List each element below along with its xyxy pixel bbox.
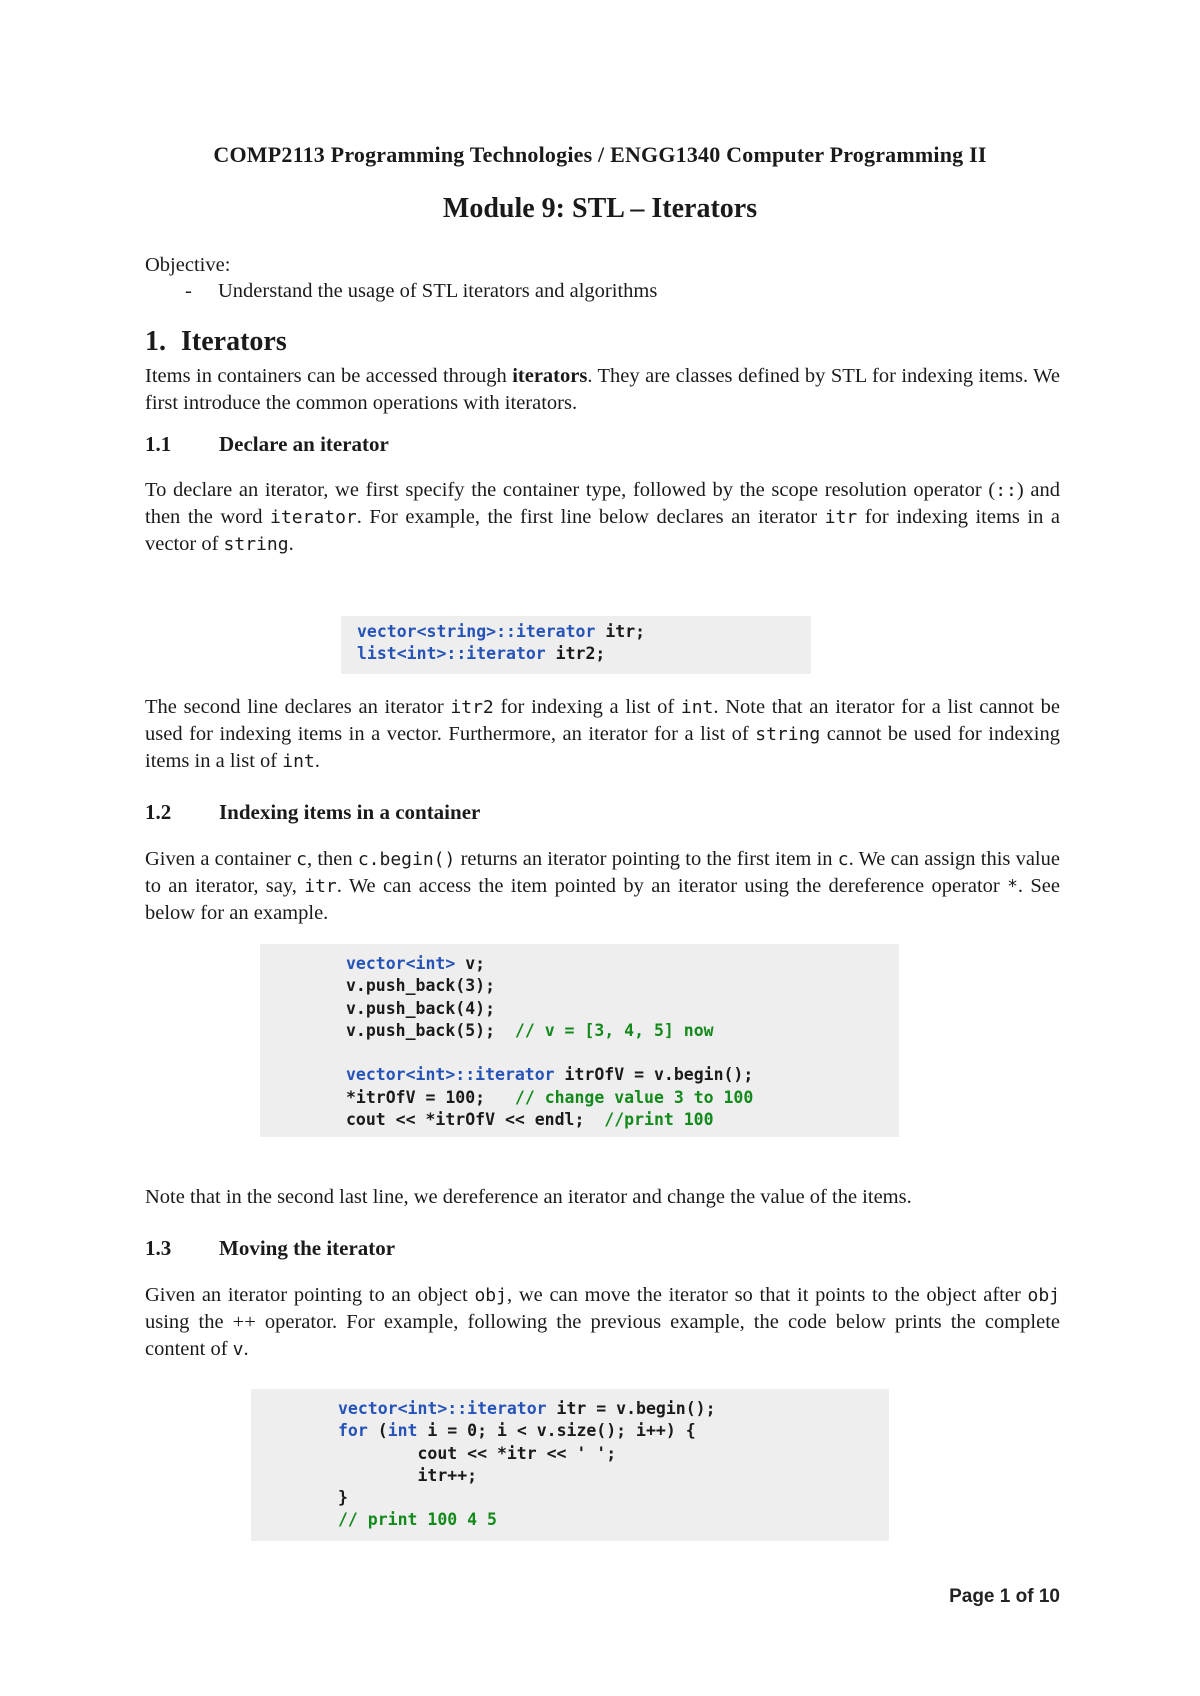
code-text: } bbox=[338, 1488, 348, 1508]
page-footer bbox=[940, 1586, 1060, 1608]
code-text: itr = v.begin(); bbox=[546, 1399, 716, 1418]
code-text: i = 0; i < v.size(); i++) { bbox=[417, 1421, 696, 1441]
inline-code: itr bbox=[824, 507, 858, 528]
section-number: 1. bbox=[145, 326, 166, 357]
inline-code: c bbox=[837, 849, 849, 870]
code-comment: //print 100 bbox=[604, 1110, 714, 1130]
code-text: itrOfV = v.begin(); bbox=[554, 1065, 754, 1085]
inline-code: string bbox=[223, 534, 289, 555]
code-type: vector<int>::iterator bbox=[346, 1065, 555, 1085]
subsection-heading-1-3 bbox=[145, 1236, 395, 1261]
inline-code: * bbox=[1007, 876, 1018, 897]
section-heading-1 bbox=[145, 326, 287, 358]
page-number: 1 bbox=[999, 1586, 1011, 1607]
moving-paragraph: Given an iterator pointing to an object obj, we can move the iterator so that it points to the object after obj using the ++ operator. For example, following the previous example, the code below prints the complete content of v. bbox=[145, 1284, 1061, 1360]
code-comment: // change value 3 to 100 bbox=[514, 1087, 754, 1107]
code-text: v.push_back(3); bbox=[346, 976, 496, 996]
code-text: itr++; bbox=[338, 1465, 478, 1485]
subsection-heading-1-2 bbox=[145, 800, 480, 825]
code-block-declare bbox=[341, 616, 811, 674]
intro-paragraph: Items in containers can be accessed through iterators. They are classes defined by STL for indexing items. We first introduce the common operations with iterators. bbox=[145, 365, 1060, 414]
page-word: Page bbox=[949, 1586, 995, 1607]
bullet-dash: - bbox=[185, 280, 192, 302]
code-type: vector<int> bbox=[346, 954, 456, 973]
code-comment: // print 100 4 5 bbox=[338, 1510, 497, 1530]
code-block-moving bbox=[251, 1389, 889, 1541]
code-text: ( bbox=[367, 1421, 388, 1441]
inline-code: string bbox=[755, 724, 821, 745]
subsection-number: 1.1 bbox=[145, 432, 172, 456]
of-word: of bbox=[1015, 1586, 1034, 1607]
objective-item bbox=[145, 278, 657, 305]
code-keyword: int bbox=[387, 1421, 418, 1441]
inline-code: int bbox=[282, 751, 315, 772]
code-comment: // v = [3, 4, 5] now bbox=[514, 1020, 714, 1040]
second-line-paragraph: The second line declares an iterator itr2 for indexing a list of int. Note that an iterator for a list cannot be used for indexing items in a vector. Furthermore, an iterator for a list of string cannot be used for indexing items in a list of int. bbox=[145, 696, 1061, 772]
subsection-title: Moving the iterator bbox=[219, 1236, 396, 1260]
inline-code: c.begin() bbox=[357, 849, 456, 870]
code-text: *itrOfV = 100; bbox=[346, 1087, 515, 1107]
subsection-title: Indexing items in a container bbox=[219, 800, 481, 824]
subsection-number: 1.2 bbox=[145, 800, 172, 824]
subsection-number: 1.3 bbox=[145, 1236, 172, 1260]
inline-code: int bbox=[680, 697, 714, 718]
declare-paragraph: To declare an iterator, we first specify the container type, followed by the scope resolution operator (::) and then the word iterator. For example, the first line below declares an iterator itr for indexing items in a vector of string. bbox=[145, 479, 1060, 555]
code-type: vector<int>::iterator bbox=[338, 1399, 547, 1418]
objective-text: Understand the usage of STL iterators and algorithms bbox=[218, 280, 658, 302]
subsection-title: Declare an iterator bbox=[219, 432, 389, 456]
inline-code: obj bbox=[1027, 1285, 1061, 1306]
indexing-paragraph: Given a container c, then c.begin() returns an iterator pointing to the first item in c. We can assign this value to an iterator, say, itr. We can access the item pointed by an iterator using the dereference operator *. See below for an example. bbox=[145, 848, 1060, 924]
code-text: itr2; bbox=[545, 644, 606, 664]
inline-code: c bbox=[296, 849, 307, 870]
bold-term: iterators bbox=[512, 365, 588, 387]
course-title: COMP2113 Programming Technologies / ENGG1340 Computer Programming II bbox=[213, 142, 987, 167]
page-total: 10 bbox=[1038, 1586, 1060, 1607]
inline-code: v bbox=[232, 1339, 244, 1360]
code-text: v.push_back(4); bbox=[346, 998, 496, 1018]
inline-code: obj bbox=[474, 1285, 507, 1306]
code-text: v.push_back(5); bbox=[346, 1020, 515, 1040]
inline-code: itr2 bbox=[450, 697, 494, 718]
code-text: cout << *itr << ' '; bbox=[338, 1443, 617, 1463]
note-paragraph: Note that in the second last line, we dereference an iterator and change the value of the items. bbox=[145, 1186, 912, 1208]
inline-code: itr bbox=[304, 876, 337, 897]
code-text: itr; bbox=[595, 622, 646, 641]
inline-code: :: bbox=[995, 480, 1017, 501]
module-title: Module 9: STL – Iterators bbox=[442, 193, 758, 224]
objective-label: Objective: bbox=[145, 254, 231, 276]
subsection-heading-1-1 bbox=[145, 432, 389, 457]
section-title: Iterators bbox=[181, 326, 287, 357]
code-type: list<int>::iterator bbox=[357, 644, 546, 664]
code-text: cout << *itrOfV << endl; bbox=[346, 1110, 605, 1130]
code-text: v; bbox=[455, 954, 486, 973]
inline-code: iterator bbox=[270, 507, 357, 528]
code-keyword: for bbox=[338, 1421, 368, 1441]
code-type: vector<string>::iterator bbox=[357, 622, 596, 641]
code-block-indexing bbox=[260, 944, 899, 1137]
